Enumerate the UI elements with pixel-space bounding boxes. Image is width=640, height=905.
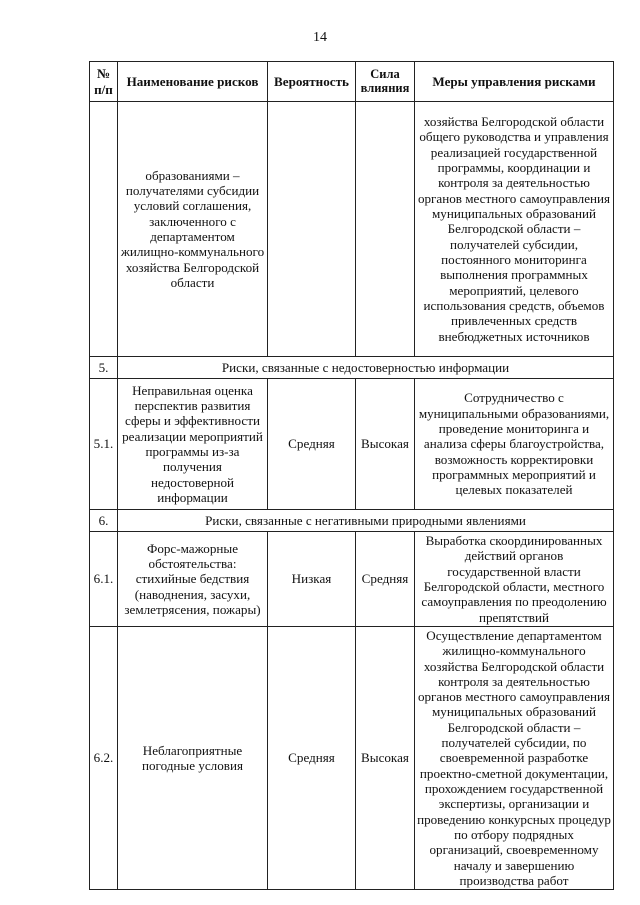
section-title: Риски, связанные с негативными природными явлениями [118,510,614,532]
cell-impact-power: Средняя [356,532,415,627]
cell-risk-name: Неправильная оценка перспектив развития сферы и эффективности реализации мероприятий программы из-за получения недостоверной информации [118,379,268,510]
cell-measures: хозяйства Белгородской области общего руководства и управления реализацией государственной программы, координации и контроля за деятельностью органов местного самоуправления муниципальных образований Белгородской области – получателей субсидии, постоянного мониторинга выполнения программных мероприятий, целевого использования средств, объемов привлеченных средств внебюджетных источников [415,102,614,357]
table-header-row [90,62,614,102]
cell-impact-power: Высокая [356,626,415,889]
section-title: Риски, связанные с недостоверностью информации [118,357,614,379]
cell-probability: Низкая [268,532,356,627]
section-row-6 [90,510,614,532]
header-probability: Вероятность [268,62,356,102]
header-measures: Меры управления рисками [415,62,614,102]
section-num: 5. [90,357,118,379]
table-row [90,102,614,357]
risk-management-table [89,61,614,890]
cell-measures: Выработка скоординированных действий органов государственной власти Белгородской области, местного самоуправления по преодолению препятствий [415,532,614,627]
cell-risk-name: Форс-мажорные обстоятельства: стихийные бедствия (наводнения, засухи, землетрясения, пожары) [118,532,268,627]
header-risk-name: Наименование рисков [118,62,268,102]
cell-measures: Осуществление департаментом жилищно-коммунального хозяйства Белгородской области контроля за деятельностью органов местного самоуправления муниципальных образований Белгородской области – получателей субсидии, по своевременной разработке проектно-сметной документации, прохождением государственной экспертизы, организации и проведению конкурсных процедур по отбору подрядных организаций, своевременному началу и завершению производства работ [415,626,614,889]
cell-impact-power: Высокая [356,379,415,510]
cell-risk-name: Неблагоприятные погодные условия [118,626,268,889]
section-num: 6. [90,510,118,532]
table-row [90,532,614,627]
cell-num: 6.2. [90,626,118,889]
table-row [90,379,614,510]
header-num: № п/п [90,62,118,102]
section-row-5 [90,357,614,379]
cell-num: 6.1. [90,532,118,627]
table-row [90,626,614,889]
cell-num: 5.1. [90,379,118,510]
cell-num [90,102,118,357]
cell-probability [268,102,356,357]
cell-measures: Сотрудничество с муниципальными образованиями, проведение мониторинга и анализа сферы благоустройства, возможность корректировки программных мероприятий и целевых показателей [415,379,614,510]
cell-impact-power [356,102,415,357]
header-impact-power: Сила влияния [356,62,415,102]
page-number: 14 [313,30,327,45]
cell-risk-name: образованиями – получателями субсидии условий соглашения, заключенного с департаментом жилищно-коммунального хозяйства Белгородской области [118,102,268,357]
cell-probability: Средняя [268,626,356,889]
cell-probability: Средняя [268,379,356,510]
